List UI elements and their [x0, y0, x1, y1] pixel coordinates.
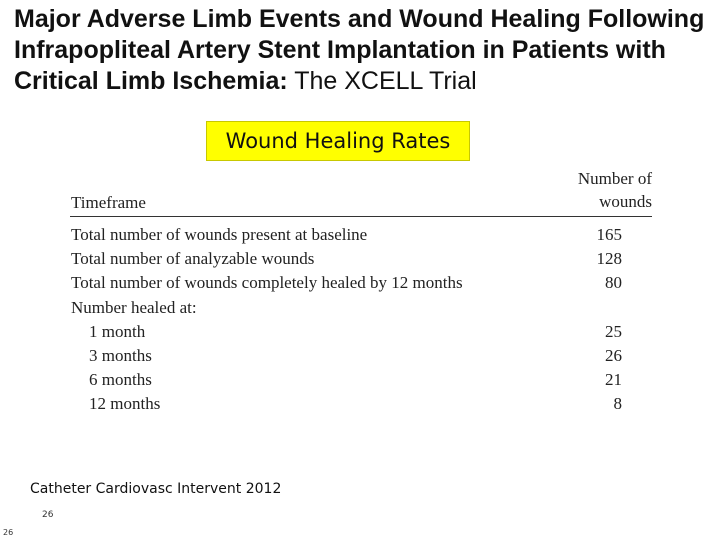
row-label: Total number of wounds completely healed by 12 months — [71, 273, 463, 293]
row-label: 3 months — [89, 345, 152, 365]
row-value: 21 — [605, 370, 622, 390]
table-row — [70, 296, 652, 320]
row-value: 8 — [613, 394, 622, 414]
table-row — [70, 223, 652, 247]
wound-healing-table — [70, 166, 652, 417]
table-header — [70, 166, 652, 217]
slide-title-trial: The XCELL Trial — [294, 67, 477, 95]
row-value: 165 — [596, 225, 622, 244]
row-value: 26 — [605, 345, 622, 365]
table-body — [70, 223, 652, 417]
table-row — [70, 344, 652, 368]
row-label: 1 month — [89, 321, 146, 341]
slide-title — [14, 4, 714, 97]
table-row — [70, 392, 652, 416]
row-label: Total number of analyzable wounds — [71, 249, 315, 269]
row-label: Total number of wounds present at baseline — [71, 225, 368, 244]
row-value: 80 — [605, 273, 622, 293]
header-count-line2: wounds — [599, 192, 652, 211]
page-number-outer: 26 — [3, 528, 14, 537]
citation: Catheter Cardiovasc Intervent 2012 — [30, 481, 282, 497]
table-row — [70, 320, 652, 344]
row-value: 25 — [605, 321, 622, 341]
page-number-inner: 26 — [42, 510, 54, 520]
header-timeframe: Timeframe — [71, 193, 146, 212]
subtitle-highlight — [206, 121, 470, 161]
row-value: 128 — [596, 249, 622, 269]
table-row — [70, 368, 652, 392]
row-label: 6 months — [89, 370, 152, 390]
row-label: 12 months — [89, 394, 161, 414]
row-label: Number healed at: — [71, 297, 197, 317]
subtitle-text: Wound Healing Rates — [225, 129, 451, 153]
header-count-line1: Number of — [577, 169, 652, 188]
table-row — [70, 271, 652, 295]
header-number-of-wounds — [578, 167, 652, 213]
slide-title-main: Major Adverse Limb Events and Wound Healing Following Infrapopliteal Artery Stent Implantation in Patients with Critical Limb Ischemia: — [14, 5, 705, 95]
table-row — [70, 247, 652, 271]
